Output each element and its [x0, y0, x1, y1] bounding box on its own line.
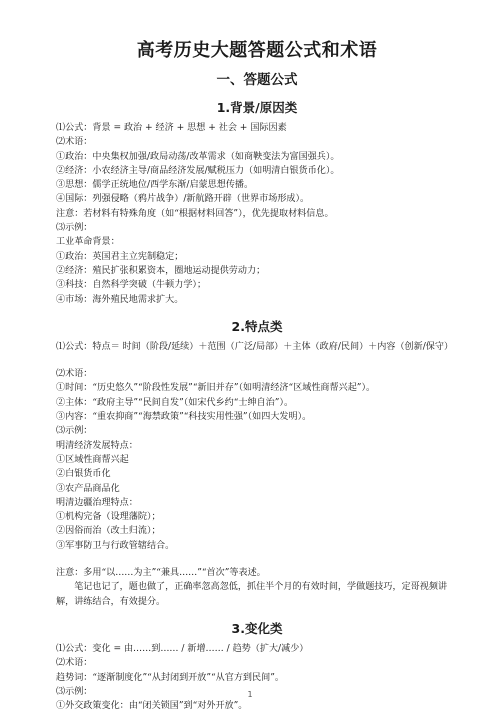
text-line: ②经济：殖民扩张积累资本，圈地运动提供劳动力； [56, 265, 266, 276]
text-line: 注意：若材料有特殊角度（如“根据材料回答”），优先提取材料信息。 [56, 208, 334, 219]
part3-body [56, 642, 458, 713]
text-line: 明清经济发展特点： [56, 440, 138, 451]
text-line: ①外交政策变化：由“闭关锁国”到“对外开放”。 [56, 701, 248, 712]
page-number: 1 [247, 690, 253, 699]
text-line: ①时间：“历史悠久”“阶段性发展”“新旧并存”（如明清经济“区域性商帮兴起”）。 [56, 383, 376, 394]
text-line: ⑵术语： [56, 369, 93, 380]
text-line: ③内容：“重农抑商”“海禁政策”“科技实用性强”（如四大发明）。 [56, 412, 312, 423]
text-line: ②因俗而治（改土归流）； [56, 526, 161, 537]
text-line: ⑶示例： [56, 426, 93, 437]
text-line: 工业革命背景： [56, 237, 120, 248]
text-line: ②经济：小农经济主导/商品经济发展/赋税压力（如明清白银货币化）。 [56, 165, 340, 176]
text-line: ①区域性商帮兴起 [56, 454, 129, 465]
text-line: ③思想：儒学正统地位/西学东渐/启蒙思想传播。 [56, 180, 254, 191]
text-line: ⑵术语： [56, 137, 93, 148]
text-line: ②白银货币化 [56, 469, 111, 480]
text-line: ⑶示例： [56, 686, 93, 697]
text-line: ③农产品商品化 [56, 483, 120, 494]
text-line: ④市场：海外殖民地需求扩大。 [56, 294, 184, 305]
text-line: 明清边疆治理特点： [56, 497, 138, 508]
text-line: 趋势词：“逐渐制度化”“从封闭到开放”“从官方到民间”。 [56, 672, 284, 683]
document-title: 高考历史大题答题公式和术语 [136, 40, 378, 61]
text-line: ①政治：英国君主立宪制稳定； [56, 251, 184, 262]
text-line: ④国际：列强侵略（鸦片战争）/新航路开辟（世界市场形成）。 [56, 194, 310, 205]
part1-heading: 1.背景/原因类 [216, 100, 298, 115]
text-line: ⑴公式：背景 = 政治 + 经济 + 思想 + 社会 + 国际因素 [56, 123, 287, 133]
tip-paragraph: 笔记也记了，题也做了，正确率忽高忽低，抓住半个月的有效时间，学做题技巧，定哥视频讲解，讲练结合，有效提分。 [56, 582, 448, 607]
formula-line: ⑴公式：特点＝ 时间（阶段/延续）＋范围（广泛/局部）＋主体（政府/民间）＋内容（创新/保守） [56, 341, 454, 352]
text-line: ⑵术语： [56, 658, 93, 669]
text-line: ⑴公式：变化 = 由……到…… / 新增…… / 趋势（扩大/减少） [56, 643, 309, 654]
part3-heading: 3.变化类 [231, 620, 283, 636]
text-line: ⑶示例： [56, 223, 93, 234]
text-line: ③科技：自然科学突破（牛顿力学）； [56, 280, 207, 291]
note-line: 注意：多用“以……为主”“兼具……”“首次”等表述。 [56, 568, 266, 579]
text-line: ③军事防卫与行政管辖结合。 [56, 540, 175, 551]
part2-body [56, 340, 458, 609]
text-line: ①机构完备（设理藩院）； [56, 512, 161, 523]
part1-body [56, 121, 458, 307]
part2-heading: 2.特点类 [231, 318, 283, 334]
section-heading: 一、答题公式 [216, 72, 298, 88]
text-line: ②主体：“政府主导”“民间自发”（如宋代乡约“士绅自治”）。 [56, 397, 294, 408]
text-line: ①政治：中央集权加强/政局动荡/改革需求（如商鞅变法为富国强兵）。 [56, 151, 340, 162]
